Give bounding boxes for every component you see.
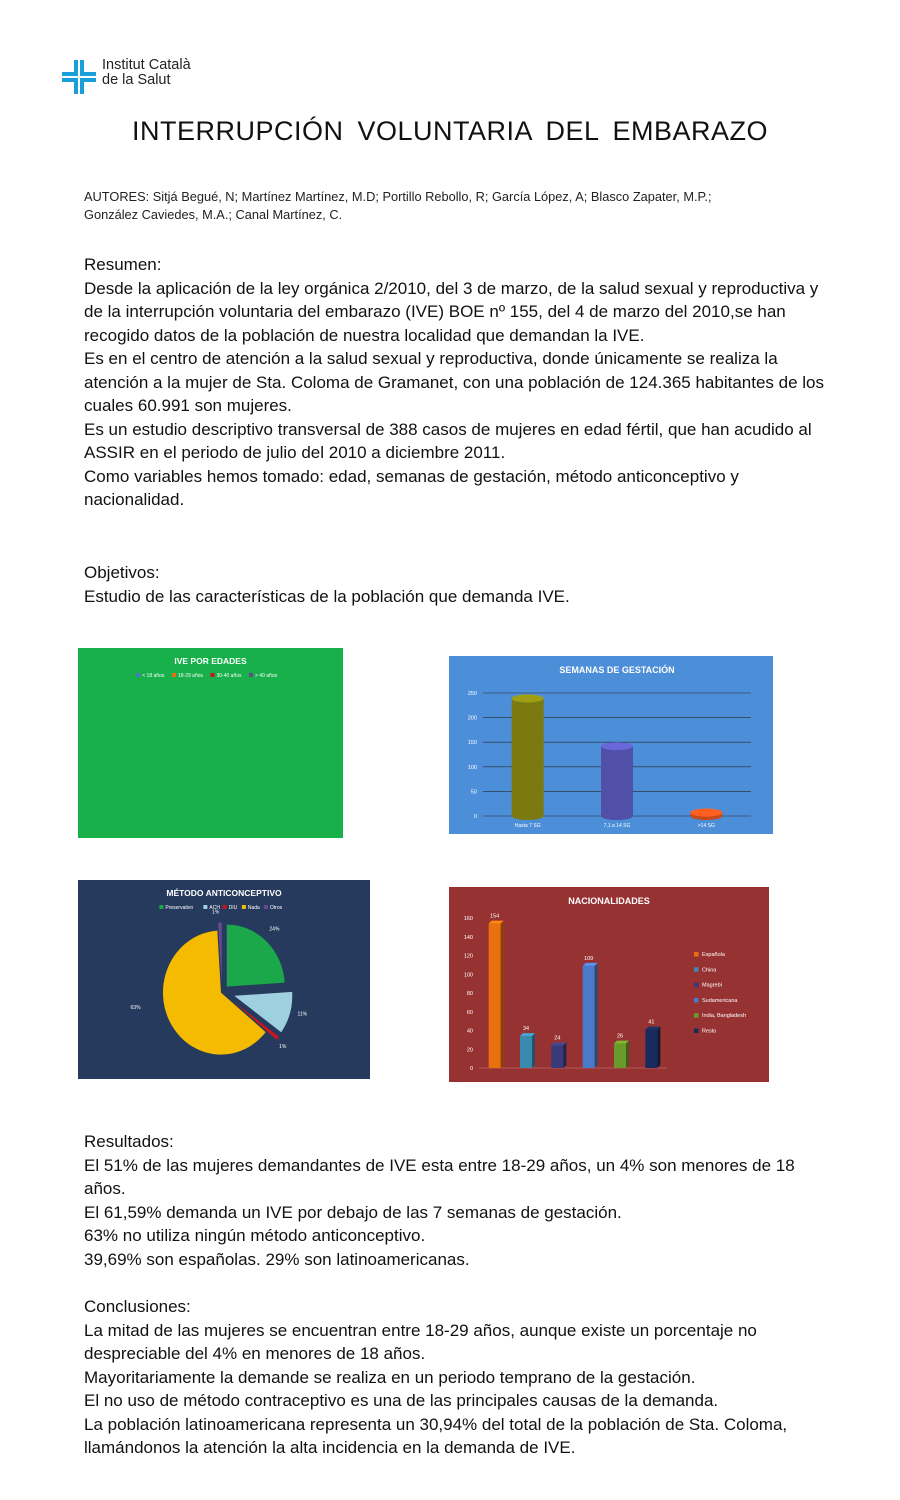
bar-data-label: 26 [616, 1033, 624, 1040]
legend-swatch [159, 905, 163, 909]
legend-swatch [694, 983, 699, 988]
bar-side [532, 1033, 535, 1068]
y-tick-label: 60 [466, 1009, 473, 1016]
x-tick-label: Hasta 7 SG [514, 823, 541, 829]
legend-label: Otros [269, 905, 283, 911]
legend-label: India, Bangladesh [702, 1013, 747, 1020]
conclusiones-paragraph: Mayoritariamente la demande se realiza en un periodo temprano de la gestación. [84, 1367, 696, 1387]
legend-swatch [694, 952, 699, 957]
authors-line-2: González Caviedes, M.A.; Canal Martínez, C. [84, 207, 343, 222]
legend-label: Preservativo [165, 905, 194, 911]
logo-line-2: de la Salut [102, 72, 171, 88]
legend-swatch [694, 998, 699, 1003]
bar-data-label: 34 [522, 1026, 530, 1033]
health-cross-icon [62, 60, 96, 94]
bar [489, 924, 501, 1068]
resumen-heading: Resumen: [84, 255, 162, 274]
y-tick-label: 50 [470, 789, 477, 796]
legend-swatch [242, 905, 246, 909]
bar-side [501, 921, 504, 1068]
y-tick-label: 160 [463, 916, 473, 922]
y-tick-label: 100 [467, 764, 477, 771]
y-tick-label: 100 [463, 972, 473, 979]
chart-semanas-gestacion [449, 656, 773, 834]
legend-swatch [136, 673, 140, 677]
legend-label: ACH [209, 905, 220, 911]
logo-text [102, 58, 191, 88]
bar-side [626, 1041, 629, 1068]
objetivos-section [84, 561, 834, 608]
y-tick-label: 0 [473, 814, 477, 820]
legend-label: 18-29 años [178, 673, 204, 679]
legend-label: Sudamericana [702, 997, 738, 1004]
legend-swatch [694, 967, 699, 972]
pie-data-label: 11% [297, 1011, 308, 1018]
resumen-paragraph: Es en el centro de atención a la salud sexual y reproductiva, donde únicamente se realiza la atención a la mujer de Sta. Coloma de Gramanet, con una población de 124.365 habitantes de los cuales 60.991 son mujeres. [84, 349, 824, 415]
bar-side [657, 1027, 660, 1068]
pie-data-label: 63% [130, 1004, 141, 1011]
chart-ive-por-edades [78, 648, 343, 838]
y-tick-label: 150 [467, 740, 477, 747]
bar [583, 966, 595, 1068]
institut-catala-logo [62, 58, 222, 98]
bar [614, 1044, 626, 1068]
legend-swatch [264, 905, 268, 909]
bar [512, 698, 544, 816]
legend-label: < 18 años [142, 673, 165, 679]
y-tick-label: 80 [466, 991, 473, 997]
legend-label: Española [702, 952, 725, 958]
bar-data-label: 24 [554, 1035, 561, 1042]
legend-swatch [694, 1013, 699, 1018]
chart-metodo-anticonceptivo [78, 880, 370, 1079]
resultados-paragraph: El 51% de las mujeres demandantes de IVE esta entre 18-29 años, un 4% son menores de 18 años. [84, 1155, 795, 1198]
bar-top [601, 742, 633, 750]
legend-label: 30-40 años [216, 673, 242, 679]
legend-swatch [203, 905, 207, 909]
bar-top [512, 694, 544, 702]
resultados-paragraph: 39,69% son españolas. 29% son latinoamericanas. [84, 1249, 470, 1269]
resumen-paragraph: Es un estudio descriptivo transversal de 388 casos de mujeres en edad fértil, que han acudido al ASSIR en el periodo de julio del 2010 a diciembre 2011. [84, 419, 812, 462]
chart-title: SEMANAS DE GESTACIÓN [559, 665, 675, 675]
legend-swatch [172, 673, 176, 677]
bar-side [595, 963, 598, 1068]
x-tick-label: 7,1 a 14 SG [603, 823, 631, 829]
objetivos-heading: Objetivos: [84, 563, 160, 582]
y-tick-label: 20 [466, 1047, 473, 1054]
legend-label: > 40 años [255, 673, 278, 679]
conclusiones-paragraph: La población latinoamericana representa un 30,94% del total de la población de Sta. Coloma, llamándonos la atención la alta incidencia en la demanda de IVE. [84, 1414, 788, 1457]
y-tick-label: 140 [463, 934, 473, 941]
y-tick-label: 0 [469, 1066, 473, 1072]
bar [601, 746, 633, 816]
bar [645, 1030, 657, 1068]
authors-line-1: AUTORES: Sitjá Begué, N; Martínez Martínez, M.D; Portillo Rebollo, R; García López, A; Blasco Zapater, M.P.; [84, 189, 712, 204]
bar-side [563, 1043, 566, 1069]
resumen-section [84, 253, 834, 512]
bar-base [512, 812, 544, 820]
chart-nacionalidades [449, 887, 769, 1082]
pie-data-label: 1% [279, 1044, 287, 1051]
logo-line-1: Institut Català [102, 57, 191, 73]
legend-label: Nada [247, 905, 260, 911]
y-tick-label: 200 [467, 715, 477, 722]
resultados-paragraph: 63% no utiliza ningún método anticonceptivo. [84, 1226, 426, 1245]
legend-label: China [702, 967, 717, 974]
resultados-heading: Resultados: [84, 1132, 174, 1151]
authors [84, 188, 824, 224]
x-tick-label: >14 SG [697, 823, 715, 829]
conclusiones-paragraph: El no uso de método contraceptivo es una de las principales causas de la demanda. [84, 1391, 719, 1410]
bar [520, 1036, 532, 1068]
conclusiones-section [84, 1295, 834, 1460]
legend-swatch [249, 673, 253, 677]
bar-data-label: 109 [584, 955, 594, 962]
conclusiones-heading: Conclusiones: [84, 1297, 191, 1316]
y-tick-label: 250 [467, 691, 477, 697]
legend-swatch [694, 1029, 699, 1034]
chart-title: MÉTODO ANTICONCEPTIVO [166, 888, 282, 898]
legend-label: DIU [228, 905, 238, 911]
legend-swatch [223, 905, 227, 909]
bar-top [690, 809, 722, 817]
resultados-paragraph: El 61,59% demanda un IVE por debajo de las 7 semanas de gestación. [84, 1202, 622, 1222]
resumen-paragraph: Como variables hemos tomado: edad, semanas de gestación, método anticonceptivo y nacionalidad. [84, 466, 739, 509]
legend-swatch [211, 673, 215, 677]
y-tick-label: 40 [466, 1028, 473, 1035]
objetivos-paragraph: Estudio de las características de la población que demanda IVE. [84, 586, 570, 606]
bar-data-label: 41 [648, 1019, 655, 1026]
bar [551, 1046, 563, 1069]
conclusiones-paragraph: La mitad de las mujeres se encuentran entre 18-29 años, aunque existe un porcentaje no despreciable del 4% en menores de 18 años. [84, 1320, 757, 1363]
resultados-section [84, 1130, 834, 1271]
pie-data-label: 24% [269, 926, 280, 933]
resumen-paragraph: Desde la aplicación de la ley orgánica 2/2010, del 3 de marzo, de la salud sexual y reproductiva y de la interrupción voluntaria del embarazo (IVE) BOE nº 155, del 4 de marzo del 2010,se han recogido datos de la población de nuestra localidad que demandan la IVE. [84, 278, 819, 345]
legend-label: Magrebí [702, 982, 723, 989]
bar-data-label: 154 [490, 913, 500, 920]
legend-label: Resto [702, 1028, 717, 1035]
bar-base [601, 812, 633, 820]
y-tick-label: 120 [463, 953, 473, 960]
page-title: INTERRUPCIÓN VOLUNTARIA DEL EMBARAZO [131, 116, 769, 146]
chart-title: IVE POR EDADES [174, 656, 247, 666]
pie-data-label: 1% [212, 909, 220, 916]
chart-title: NACIONALIDADES [568, 896, 650, 906]
